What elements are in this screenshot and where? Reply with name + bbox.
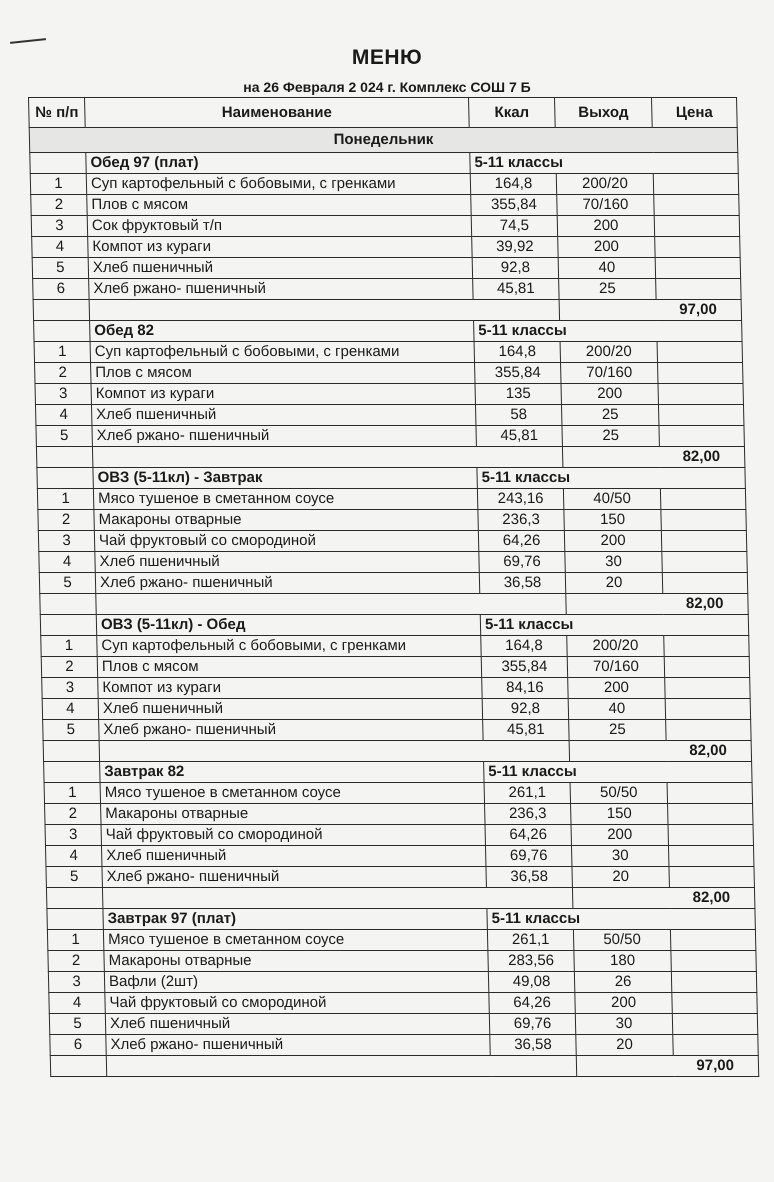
section-title: Обед 97 (плат) [86, 153, 470, 174]
section-title: Обед 82 [90, 321, 474, 342]
item-number: 1 [47, 930, 103, 951]
item-name: Плов с мясом [91, 363, 475, 384]
item-output: 200/20 [567, 636, 664, 657]
item-kcal: 164,8 [474, 342, 560, 363]
menu-title: МЕНЮ [351, 46, 423, 69]
section-total-row [46, 888, 754, 909]
item-name: Хлеб ржано- пшеничный [106, 1035, 490, 1056]
item-output: 25 [559, 279, 656, 300]
table-row [48, 951, 756, 972]
item-output: 200 [558, 237, 655, 258]
item-kcal: 355,84 [481, 657, 567, 678]
section-number-cell [34, 321, 90, 342]
section-header-row [40, 615, 748, 636]
section-classes: 5-11 классы [484, 762, 752, 783]
section-header-row [34, 321, 742, 342]
item-output: 200 [564, 531, 661, 552]
section-header-row [47, 909, 755, 930]
table-row [31, 195, 739, 216]
item-price [672, 993, 757, 1014]
column-header-number: № п/п [29, 98, 86, 128]
table-row [35, 384, 743, 405]
section-number-cell [47, 909, 103, 930]
item-name: Компот из кураги [98, 678, 482, 699]
item-kcal: 64,26 [489, 993, 575, 1014]
item-number: 2 [48, 951, 104, 972]
item-number: 4 [32, 237, 88, 258]
item-output: 150 [571, 804, 668, 825]
item-output: 25 [561, 405, 658, 426]
table-row [41, 636, 749, 657]
item-number: 5 [39, 573, 95, 594]
item-name: Хлеб пшеничный [95, 552, 479, 573]
item-kcal: 39,92 [472, 237, 558, 258]
item-name: Хлеб ржано- пшеничный [89, 279, 473, 300]
table-row [41, 657, 749, 678]
item-name: Хлеб пшеничный [105, 1014, 489, 1035]
item-number: 2 [38, 510, 94, 531]
table-row [35, 363, 743, 384]
item-price [666, 720, 751, 741]
item-kcal: 355,84 [475, 363, 561, 384]
table-row [32, 258, 740, 279]
item-price [671, 951, 756, 972]
item-output: 30 [575, 1014, 672, 1035]
section-total-price: 97,00 [576, 1056, 758, 1077]
section-title: ОВЗ (5-11кл) - Обед [96, 615, 480, 636]
item-output: 50/50 [573, 930, 670, 951]
total-empty-cell [40, 594, 96, 615]
item-name: Плов с мясом [87, 195, 471, 216]
section-total-price: 82,00 [562, 447, 744, 468]
item-price [658, 384, 743, 405]
item-kcal: 64,26 [478, 531, 564, 552]
item-price [669, 867, 754, 888]
item-number: 2 [31, 195, 87, 216]
section-title: Завтрак 97 (плат) [103, 909, 487, 930]
item-price [670, 930, 755, 951]
total-empty-cell [46, 888, 102, 909]
item-output: 40 [568, 699, 665, 720]
item-price [664, 657, 749, 678]
item-price [659, 426, 744, 447]
menu-table [28, 97, 759, 1077]
item-output: 30 [565, 552, 662, 573]
item-output: 40/50 [563, 489, 660, 510]
item-kcal: 69,76 [489, 1014, 575, 1035]
item-price [660, 489, 745, 510]
item-output: 200 [561, 384, 658, 405]
table-row [49, 993, 757, 1014]
item-kcal: 355,84 [471, 195, 557, 216]
item-price [664, 636, 749, 657]
item-name: Суп картофельный с бобовыми, с гренками [86, 174, 470, 195]
item-price [673, 1035, 758, 1056]
item-kcal: 261,1 [487, 930, 573, 951]
item-price [662, 573, 747, 594]
item-price [654, 195, 739, 216]
item-number: 3 [45, 825, 101, 846]
item-number: 4 [42, 699, 98, 720]
table-row [33, 279, 741, 300]
item-price [654, 216, 739, 237]
total-empty-cell [99, 741, 569, 762]
section-number-cell [37, 468, 93, 489]
item-number: 5 [43, 720, 99, 741]
item-name: Хлеб ржано- пшеничный [102, 867, 486, 888]
section-classes: 5-11 классы [477, 468, 745, 489]
pen-mark [10, 38, 46, 44]
item-name: Мясо тушеное в сметанном соусе [93, 489, 477, 510]
item-number: 2 [45, 804, 101, 825]
item-name: Хлеб пшеничный [88, 258, 472, 279]
item-price [665, 678, 750, 699]
day-row [29, 128, 738, 153]
table-row [38, 510, 746, 531]
section-total-row [40, 594, 748, 615]
item-output: 70/160 [557, 195, 654, 216]
item-output: 20 [576, 1035, 673, 1056]
item-output: 200/20 [560, 342, 657, 363]
menu-subtitle: на 26 Февраля 2 024 г. Комплекс СОШ 7 Б [243, 79, 531, 95]
item-name: Хлеб ржано- пшеничный [95, 573, 479, 594]
item-number: 2 [41, 657, 97, 678]
item-price [655, 237, 740, 258]
item-number: 1 [34, 342, 90, 363]
item-kcal: 236,3 [485, 804, 571, 825]
table-row [48, 972, 756, 993]
item-price [668, 846, 753, 867]
table-row [39, 573, 747, 594]
column-header-price: Цена [652, 98, 738, 128]
item-name: Чай фруктовый со смородиной [101, 825, 485, 846]
total-empty-cell [50, 1056, 106, 1077]
section-total-row [36, 447, 744, 468]
item-kcal: 74,5 [471, 216, 557, 237]
item-name: Плов с мясом [97, 657, 481, 678]
table-row [43, 720, 751, 741]
total-empty-cell [102, 888, 572, 909]
item-name: Компот из кураги [91, 384, 475, 405]
total-empty-cell [36, 447, 92, 468]
item-number: 1 [30, 174, 86, 195]
item-price [671, 972, 756, 993]
item-name: Мясо тушеное в сметанном соусе [103, 930, 487, 951]
item-output: 200 [568, 678, 665, 699]
section-classes: 5-11 классы [487, 909, 755, 930]
section-classes: 5-11 классы [470, 153, 738, 174]
table-row [47, 930, 755, 951]
item-output: 20 [572, 867, 669, 888]
table-row [32, 237, 740, 258]
table-row [45, 846, 753, 867]
item-kcal: 45,81 [483, 720, 569, 741]
item-number: 1 [44, 783, 100, 804]
total-empty-cell [43, 741, 99, 762]
item-output: 25 [562, 426, 659, 447]
section-number-cell [44, 762, 100, 783]
item-name: Компот из кураги [88, 237, 472, 258]
column-header-kcal: Ккал [469, 98, 556, 128]
table-row [42, 699, 750, 720]
item-kcal: 92,8 [472, 258, 558, 279]
table-row [38, 531, 746, 552]
item-output: 20 [565, 573, 662, 594]
section-header-row [30, 153, 738, 174]
item-name: Чай фруктовый со смородиной [105, 993, 489, 1014]
item-number: 4 [45, 846, 101, 867]
item-kcal: 164,8 [481, 636, 567, 657]
item-name: Суп картофельный с бобовыми, с гренками [90, 342, 474, 363]
item-name: Чай фруктовый со смородиной [94, 531, 478, 552]
section-total-row [43, 741, 751, 762]
item-kcal: 45,81 [473, 279, 559, 300]
item-output: 200 [571, 825, 668, 846]
item-kcal: 69,76 [485, 846, 571, 867]
section-classes: 5-11 классы [480, 615, 748, 636]
total-empty-cell [89, 300, 559, 321]
item-number: 6 [50, 1035, 106, 1056]
item-kcal: 92,8 [482, 699, 568, 720]
section-number-cell [40, 615, 96, 636]
section-total-price: 82,00 [569, 741, 751, 762]
item-name: Хлеб пшеничный [98, 699, 482, 720]
item-price [668, 825, 753, 846]
column-header-name: Наименование [85, 98, 470, 128]
section-total-price: 82,00 [572, 888, 754, 909]
item-price [656, 279, 741, 300]
column-header-output: Выход [555, 98, 653, 128]
total-empty-cell [96, 594, 566, 615]
item-output: 70/160 [567, 657, 664, 678]
item-output: 200 [575, 993, 672, 1014]
table-header-row [29, 98, 738, 128]
item-number: 3 [31, 216, 87, 237]
table-row [34, 342, 742, 363]
table-row [39, 552, 747, 573]
section-total-row [50, 1056, 758, 1077]
item-kcal: 84,16 [482, 678, 568, 699]
total-empty-cell [106, 1056, 576, 1077]
item-number: 1 [41, 636, 97, 657]
item-name: Макароны отварные [101, 804, 485, 825]
item-price [665, 699, 750, 720]
item-output: 70/160 [561, 363, 658, 384]
item-number: 1 [37, 489, 93, 510]
total-empty-cell [92, 447, 562, 468]
table-row [44, 783, 752, 804]
item-price [658, 405, 743, 426]
item-number: 3 [35, 384, 91, 405]
item-number: 4 [49, 993, 105, 1014]
item-price [672, 1014, 757, 1035]
item-price [662, 552, 747, 573]
section-header-row [37, 468, 745, 489]
item-name: Хлеб пшеничный [91, 405, 475, 426]
item-kcal: 236,3 [478, 510, 564, 531]
section-total-price: 82,00 [566, 594, 748, 615]
item-kcal: 49,08 [488, 972, 574, 993]
menu-sheet [28, 97, 774, 1077]
item-kcal: 36,58 [490, 1035, 576, 1056]
item-kcal: 45,81 [476, 426, 562, 447]
section-classes: 5-11 классы [474, 321, 742, 342]
item-output: 25 [569, 720, 666, 741]
section-total-row [33, 300, 741, 321]
item-name: Хлеб ржано- пшеничный [92, 426, 476, 447]
item-kcal: 261,1 [484, 783, 570, 804]
item-output: 26 [574, 972, 671, 993]
item-number: 5 [49, 1014, 105, 1035]
item-price [668, 804, 753, 825]
item-kcal: 36,58 [486, 867, 572, 888]
table-row [49, 1014, 757, 1035]
item-kcal: 36,58 [479, 573, 565, 594]
item-output: 150 [564, 510, 661, 531]
item-name: Макароны отварные [94, 510, 478, 531]
item-name: Хлеб ржано- пшеничный [99, 720, 483, 741]
item-number: 5 [36, 426, 92, 447]
item-number: 3 [38, 531, 94, 552]
item-name: Макароны отварные [104, 951, 488, 972]
item-number: 3 [48, 972, 104, 993]
item-output: 200 [557, 216, 654, 237]
section-header-row [44, 762, 752, 783]
item-price [661, 531, 746, 552]
item-kcal: 64,26 [485, 825, 571, 846]
item-price [658, 363, 743, 384]
item-output: 30 [571, 846, 668, 867]
table-row [31, 216, 739, 237]
table-row [45, 804, 753, 825]
table-row [46, 867, 754, 888]
table-row [30, 174, 738, 195]
table-row [50, 1035, 758, 1056]
item-number: 2 [35, 363, 91, 384]
item-name: Мясо тушеное в сметанном соусе [100, 783, 484, 804]
total-empty-cell [33, 300, 89, 321]
item-kcal: 135 [475, 384, 561, 405]
item-number: 5 [46, 867, 102, 888]
item-output: 180 [574, 951, 671, 972]
item-name: Хлеб пшеничный [101, 846, 485, 867]
menu-body [29, 128, 759, 1077]
day-label: Понедельник [29, 128, 738, 153]
item-name: Суп картофельный с бобовыми, с гренками [97, 636, 481, 657]
item-kcal: 69,76 [479, 552, 565, 573]
item-kcal: 58 [475, 405, 561, 426]
item-number: 4 [35, 405, 91, 426]
item-price [661, 510, 746, 531]
item-number: 4 [39, 552, 95, 573]
table-row [45, 825, 753, 846]
item-name: Сок фруктовый т/п [87, 216, 471, 237]
item-number: 5 [32, 258, 88, 279]
item-output: 40 [558, 258, 655, 279]
item-output: 50/50 [570, 783, 667, 804]
table-row [37, 489, 745, 510]
item-price [653, 174, 738, 195]
item-price [655, 258, 740, 279]
item-name: Вафли (2шт) [104, 972, 488, 993]
item-price [667, 783, 752, 804]
item-number: 6 [33, 279, 89, 300]
section-title: Завтрак 82 [100, 762, 484, 783]
item-kcal: 283,56 [488, 951, 574, 972]
item-output: 200/20 [556, 174, 653, 195]
table-row [42, 678, 750, 699]
item-kcal: 243,16 [477, 489, 563, 510]
table-row [35, 405, 743, 426]
section-title: ОВЗ (5-11кл) - Завтрак [93, 468, 477, 489]
table-row [36, 426, 744, 447]
item-number: 3 [42, 678, 98, 699]
item-kcal: 164,8 [470, 174, 556, 195]
section-number-cell [30, 153, 86, 174]
section-total-price: 97,00 [559, 300, 741, 321]
item-price [657, 342, 742, 363]
